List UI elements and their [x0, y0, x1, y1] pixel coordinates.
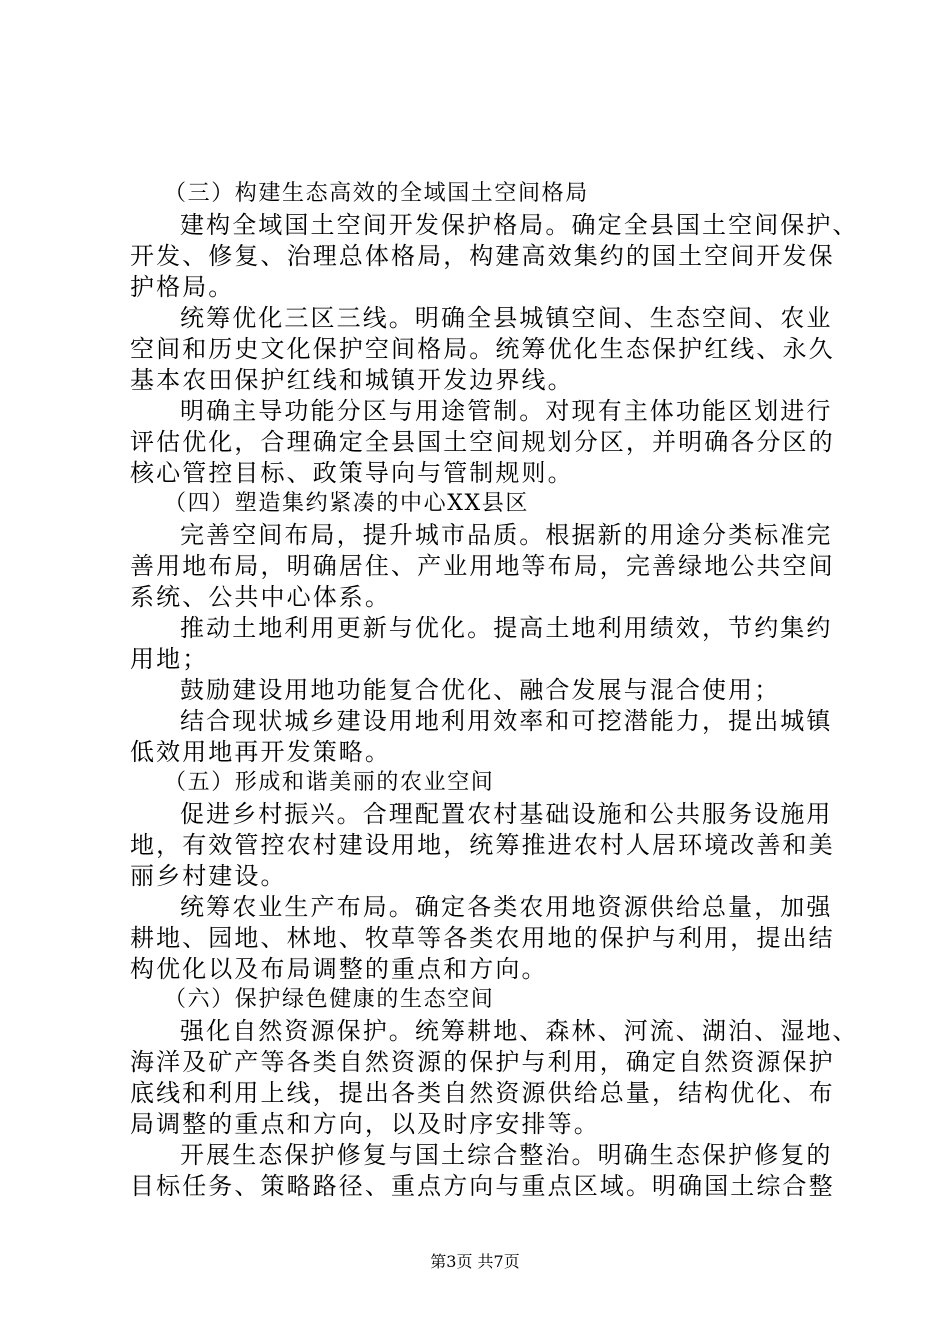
- paragraph-line: 统筹优化三区三线。明确全县城镇空间、生态空间、农业: [180, 304, 833, 332]
- paragraph-line: 地，有效管控农村建设用地，统筹推进农村人居环境改善和美: [130, 831, 835, 859]
- paragraph-line: 结合现状城乡建设用地利用效率和可挖潜能力，提出城镇: [180, 707, 833, 735]
- section-heading-5: （五）形成和谐美丽的农业空间: [164, 770, 495, 795]
- paragraph-line: 基本农田保护红线和城镇开发边界线。: [130, 366, 574, 394]
- paragraph-line: 局调整的重点和方向，以及时序安排等。: [130, 1110, 600, 1138]
- paragraph-line: 低效用地再开发策略。: [130, 738, 391, 766]
- section-heading-6: （六）保护绿色健康的生态空间: [164, 987, 495, 1012]
- paragraph-line: 统筹农业生产布局。确定各类农用地资源供给总量，加强: [180, 893, 833, 921]
- paragraph-line: 耕地、园地、林地、牧草等各类农用地的保护与利用，提出结: [130, 924, 835, 952]
- page-number-footer: 第3页 共7页: [430, 1252, 520, 1271]
- paragraph-line: 构优化以及布局调整的重点和方向。: [130, 955, 548, 983]
- paragraph-line: 建构全域国土空间开发保护格局。确定全县国土空间保护、: [180, 211, 859, 239]
- paragraph-line: 护格局。: [130, 273, 235, 301]
- section-heading-3: （三）构建生态高效的全域国土空间格局: [164, 181, 589, 206]
- paragraph-line: 核心管控目标、政策导向与管制规则。: [130, 459, 574, 487]
- paragraph-line: 善用地布局，明确居住、产业用地等布局，完善绿地公共空间: [130, 552, 835, 580]
- section-heading-4: （四）塑造集约紧凑的中心XX县区: [164, 491, 529, 516]
- paragraph-line: 用地；: [130, 645, 209, 673]
- paragraph-line: 完善空间布局，提升城市品质。根据新的用途分类标准完: [180, 521, 833, 549]
- paragraph-line: 明确主导功能分区与用途管制。对现有主体功能区划进行: [180, 397, 833, 425]
- paragraph-line: 底线和利用上线，提出各类自然资源供给总量，结构优化、布: [130, 1079, 835, 1107]
- paragraph-line: 强化自然资源保护。统筹耕地、森林、河流、湖泊、湿地、: [180, 1017, 859, 1045]
- paragraph-line: 推动土地利用更新与优化。提高土地利用绩效，节约集约: [180, 614, 833, 642]
- paragraph-line: 促进乡村振兴。合理配置农村基础设施和公共服务设施用: [180, 800, 833, 828]
- paragraph-line: 空间和历史文化保护空间格局。统筹优化生态保护红线、永久: [130, 335, 835, 363]
- paragraph-line: 系统、公共中心体系。: [130, 583, 391, 611]
- paragraph-line: 开展生态保护修复与国土综合整治。明确生态保护修复的: [180, 1141, 833, 1169]
- paragraph-line: 目标任务、策略路径、重点方向与重点区域。明确国土综合整: [130, 1172, 835, 1200]
- paragraph-line: 鼓励建设用地功能复合优化、融合发展与混合使用；: [180, 676, 781, 704]
- paragraph-line: 丽乡村建设。: [130, 862, 287, 890]
- paragraph-line: 海洋及矿产等各类自然资源的保护与利用，确定自然资源保护: [130, 1048, 835, 1076]
- paragraph-line: 评估优化，合理确定全县国土空间规划分区，并明确各分区的: [130, 428, 835, 456]
- paragraph-line: 开发、修复、治理总体格局，构建高效集约的国土空间开发保: [130, 242, 835, 270]
